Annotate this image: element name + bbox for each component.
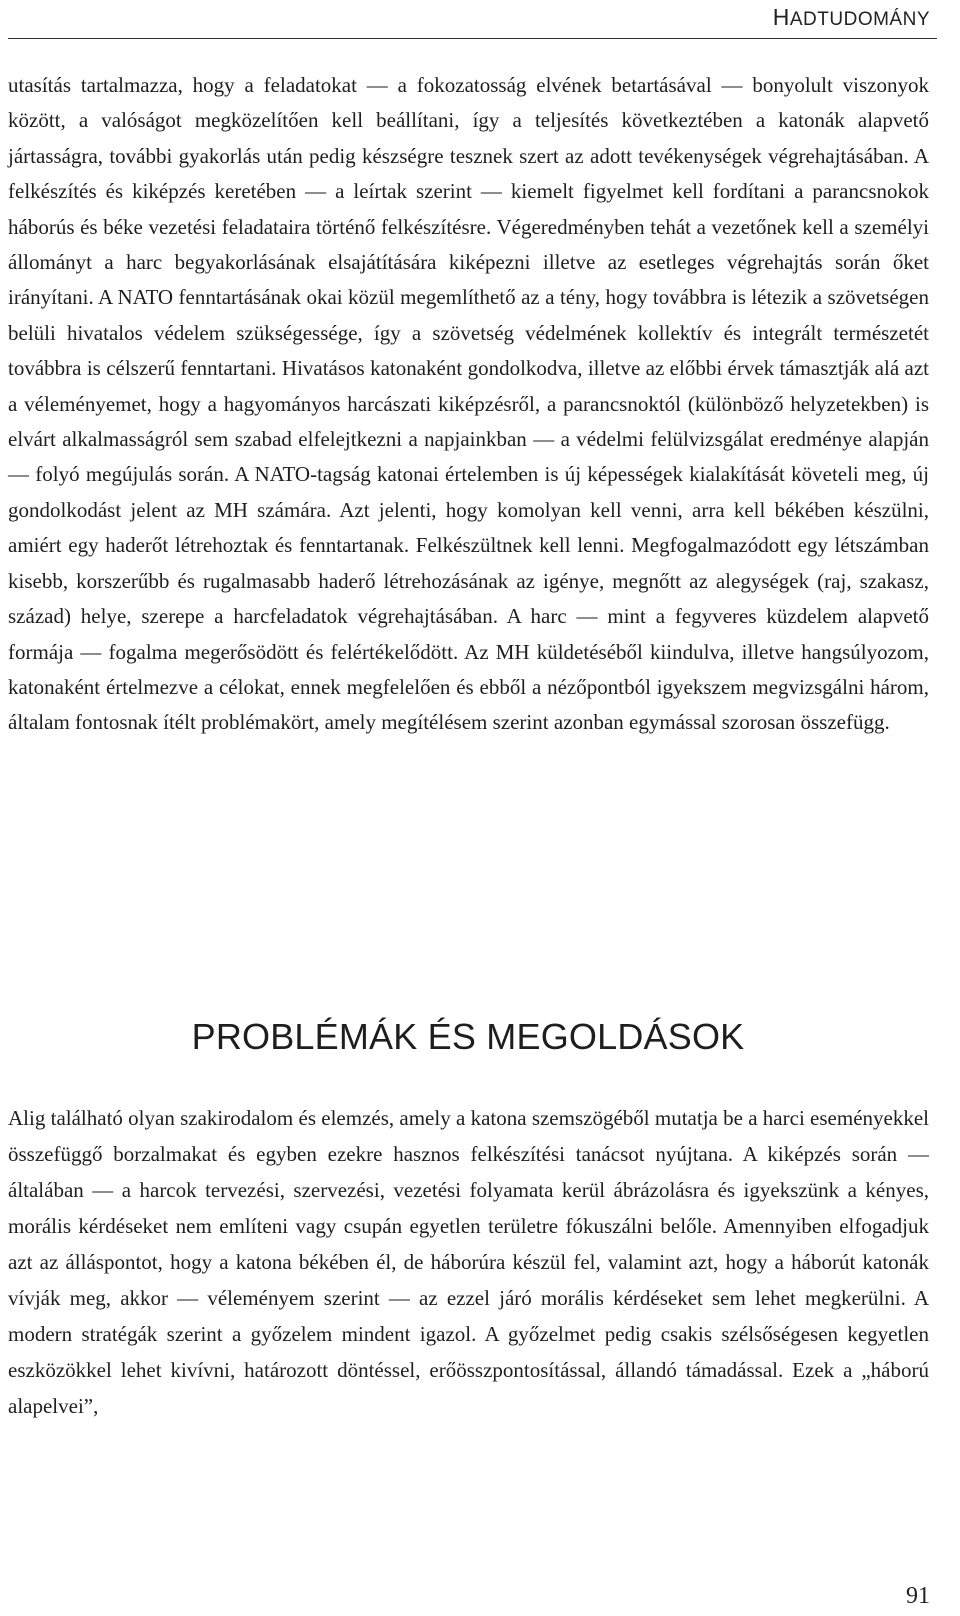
running-title-initial: H xyxy=(772,4,790,30)
running-title-rest: ADTUDOMÁNY xyxy=(789,9,930,30)
header-rule xyxy=(8,38,937,39)
body-paragraph-2: Alig található olyan szakirodalom és elemzés, amely a katona szemszögéből mutatja be a harci eseményekkel összefüggő borzalmakat és egyben ezekre hasznos felkészítési tanácsot nyújtana. A kiképzés során — általában — a harcok tervezési, szervezési, vezetési folyamata kerül ábrázolásra és igyekszünk a kényes, morális kérdéseket nem említeni vagy csupán egyetlen területre fókuszálni belőle. Amennyiben elfogadjuk azt az álláspontot, hogy a katona békében él, de háborúra készül fel, valamint azt, hogy a háborút katonák vívják meg, akkor — véleményem szerint — az ezzel járó morális kérdéseket sem lehet megkerülni. A modern stratégák szerint a győzelem mindent igazol. A győzelmet pedig csakis szélsőségesen kegyetlen eszközökkel lehet kivívni, határozott döntéssel, erőösszpontosítással, állandó támadással. Ezek a „háború alapelvei”, xyxy=(8,1106,929,1418)
section-heading: PROBLÉMÁK ÉS MEGOLDÁSOK xyxy=(191,1016,745,1057)
running-title xyxy=(773,4,930,31)
page-number: 91 xyxy=(906,1583,930,1609)
body-paragraph-1: utasítás tartalmazza, hogy a feladatokat — a fokozatosság elvének betartásával — bonyolult viszonyok között, a valóságot megközelítően kell beállítani, így a teljesítés következtében a katonák alapvető jártasságra, további gyakorlás után pedig készségre tesznek szert az adott tevékenységek végrehajtásában. A felkészítés és kiképzés keretében — a leírtak szerint — kiemelt figyelmet kell fordítani a parancsnokok háborús és béke vezetési feladataira történő felkészítésre. Végeredményben tehát a vezetőnek kell a személyi állományt a harc begyakorlásának elsajátítására kiképezni illetve az esetleges végrehajtás során őket irányítani. A NATO fenntartásának okai közül megemlíthető az a tény, hogy továbbra is létezik a szövetségen belüli hivatalos védelem szükségessége, így a szövetség védelmének kollektív és integrált természetét továbbra is célszerű fenntartani. Hivatásos katonaként gondolkodva, illetve az előbbi érvek támasztják alá azt a véleményemet, hogy a hagyományos harcászati kiképzésről, a parancsnoktól (különböző helyzetekben) is elvárt alkalmasságról sem szabad elfelejtkezni a napjainkban — a védelmi felülvizsgálat eredménye alapján — folyó megújulás során. A NATO-tagság katonai értelemben is új képességek kialakítását követeli meg, új gondolkodást jelent az MH számára. Azt jelenti, hogy komolyan kell venni, arra kell békében készülni, amiért egy haderőt létrehoztak és fenntartanak. Felkészültnek kell lenni. Megfogalmazódott egy létszámban kisebb, korszerűbb és rugalmasabb haderő létrehozásának az igénye, megnőtt az alegységek (raj, szakasz, század) helye, szerepe a harcfeladatok végrehajtásában. A harc — mint a fegyveres küzdelem alapvető formája — fogalma megerősödött és felértékelődött. Az MH küldetéséből kiindulva, illetve hangsúlyozom, katonaként értelmezve a célokat, ennek megfelelően és ebből a nézőpontból igyekszem megvizsgálni három, általam fontosnak ítélt problémakört, amely megítélésem szerint azonban egymással szorosan összefügg. xyxy=(8,73,929,735)
